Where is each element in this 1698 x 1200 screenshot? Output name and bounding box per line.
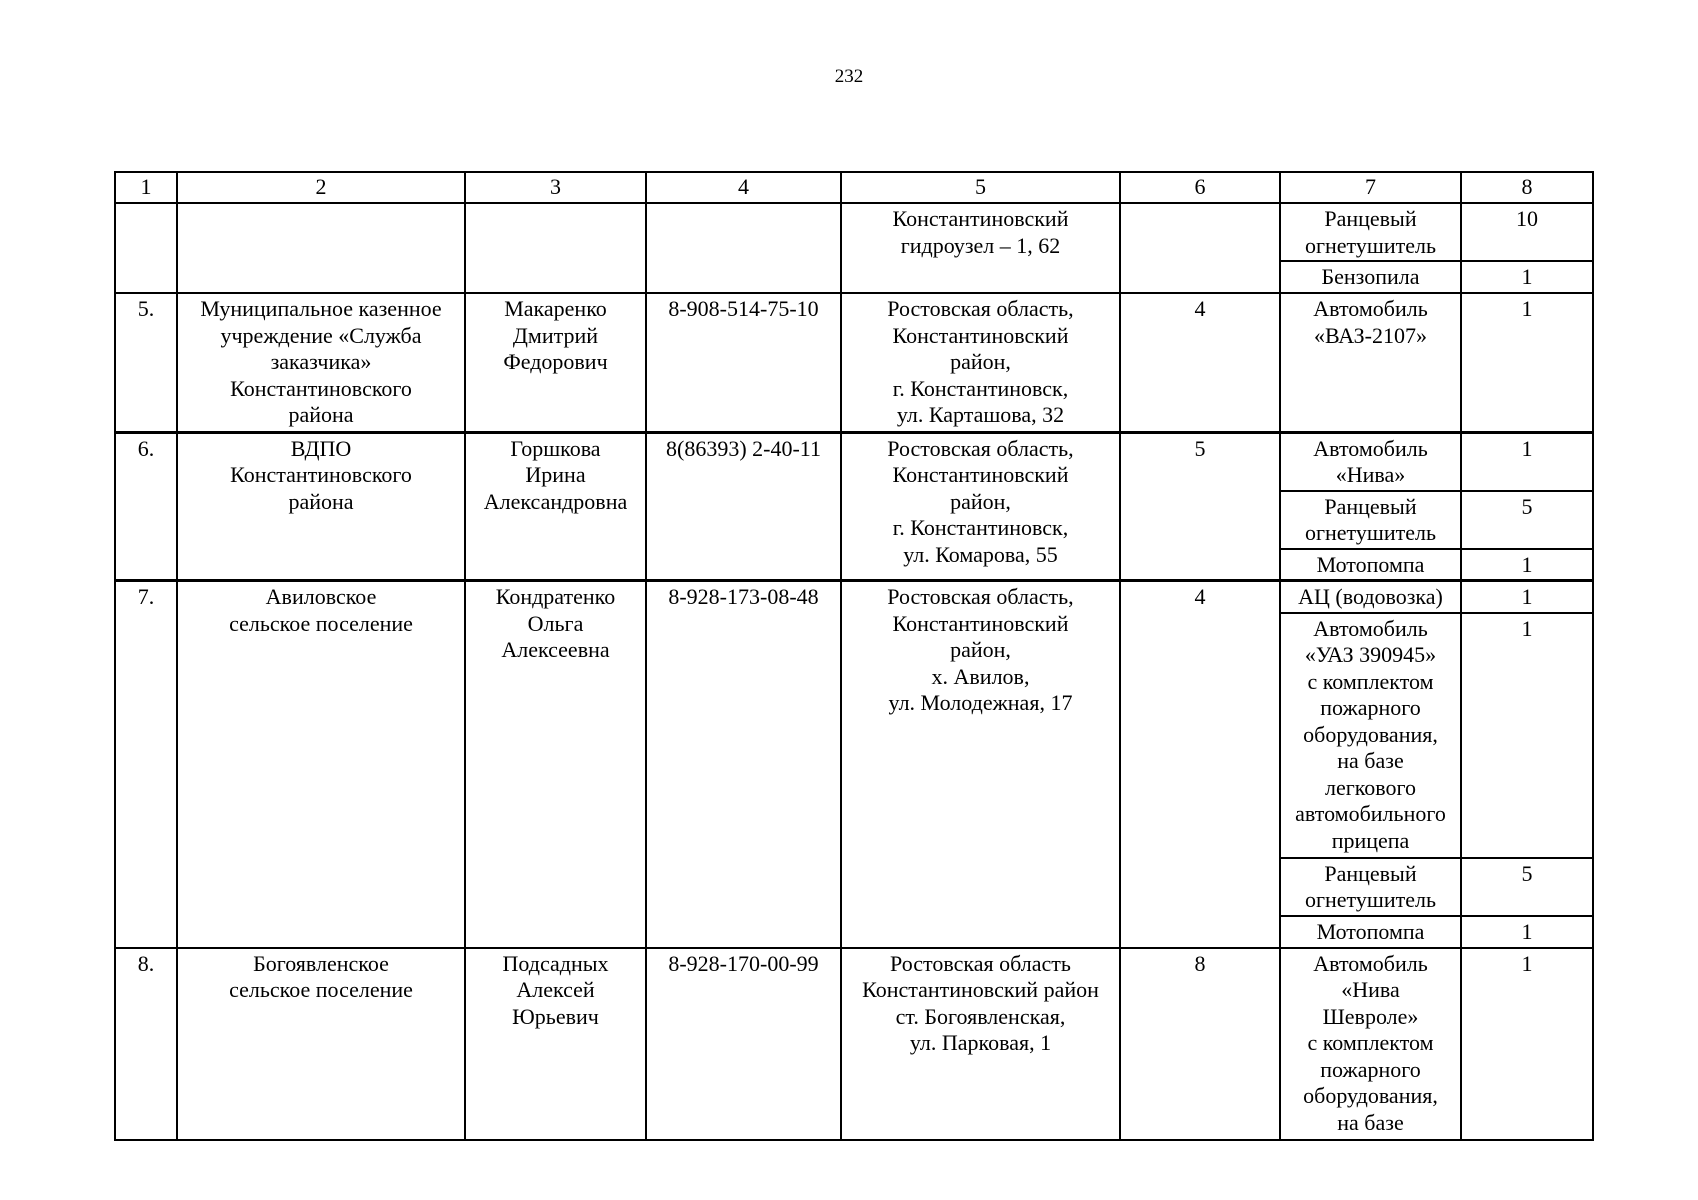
column-header: 2 xyxy=(177,172,465,203)
staff-count-cell: 4 xyxy=(1120,581,1280,948)
row-number: 7. xyxy=(115,581,177,948)
row-number xyxy=(115,203,177,293)
staff-count-cell: 5 xyxy=(1120,432,1280,581)
column-header: 3 xyxy=(465,172,646,203)
organization-cell: Авиловское сельское поселение xyxy=(177,581,465,948)
header-row xyxy=(115,172,1593,203)
column-header: 5 xyxy=(841,172,1120,203)
table-row xyxy=(115,581,1593,613)
table-row xyxy=(115,203,1593,261)
row-number: 8. xyxy=(115,948,177,1140)
equipment-name-cell: Автомобиль «Нива Шевроле» с комплектом пожарного оборудования, на базе xyxy=(1280,948,1461,1140)
contact-person-cell: Горшкова Ирина Александровна xyxy=(465,432,646,581)
equipment-qty-cell: 1 xyxy=(1461,613,1593,858)
equipment-qty-cell: 1 xyxy=(1461,549,1593,581)
equipment-name-cell: Ранцевый огнетушитель xyxy=(1280,491,1461,549)
equipment-name-cell: Автомобиль «Нива» xyxy=(1280,432,1461,491)
equipment-name-cell: Бензопила xyxy=(1280,261,1461,293)
organization-cell: Муниципальное казенное учреждение «Служба заказчика» Константиновского района xyxy=(177,293,465,432)
address-cell: Ростовская область Константиновский район ст. Богоявленская, ул. Парковая, 1 xyxy=(841,948,1120,1140)
column-header: 7 xyxy=(1280,172,1461,203)
table-row xyxy=(115,432,1593,491)
address-cell: Ростовская область, Константиновский район, г. Константиновск, ул. Карташова, 32 xyxy=(841,293,1120,432)
contact-person-cell: Подсадных Алексей Юрьевич xyxy=(465,948,646,1140)
column-header: 8 xyxy=(1461,172,1593,203)
contact-person-cell xyxy=(465,203,646,293)
equipment-name-cell: Автомобиль «УАЗ 390945» с комплектом пожарного оборудования, на базе легкового автомобильного прицепа xyxy=(1280,613,1461,858)
column-header: 6 xyxy=(1120,172,1280,203)
contact-person-cell: Кондратенко Ольга Алексеевна xyxy=(465,581,646,948)
organization-cell: ВДПО Константиновского района xyxy=(177,432,465,581)
staff-count-cell: 4 xyxy=(1120,293,1280,432)
column-header: 1 xyxy=(115,172,177,203)
address-cell: Константиновский гидроузел – 1, 62 xyxy=(841,203,1120,293)
page-number: 232 xyxy=(834,66,864,87)
equipment-qty-cell: 1 xyxy=(1461,432,1593,491)
equipment-qty-cell: 1 xyxy=(1461,293,1593,432)
phone-cell xyxy=(646,203,841,293)
equipment-qty-cell: 5 xyxy=(1461,858,1593,916)
column-header: 4 xyxy=(646,172,841,203)
table-row xyxy=(115,293,1593,432)
equipment-name-cell: АЦ (водовозка) xyxy=(1280,581,1461,613)
equipment-qty-cell: 5 xyxy=(1461,491,1593,549)
phone-cell: 8(86393) 2-40-11 xyxy=(646,432,841,581)
equipment-name-cell: Ранцевый огнетушитель xyxy=(1280,203,1461,261)
organization-cell xyxy=(177,203,465,293)
equipment-qty-cell: 1 xyxy=(1461,261,1593,293)
row-number: 6. xyxy=(115,432,177,581)
address-cell: Ростовская область, Константиновский район, х. Авилов, ул. Молодежная, 17 xyxy=(841,581,1120,948)
staff-count-cell xyxy=(1120,203,1280,293)
organization-cell: Богоявленское сельское поселение xyxy=(177,948,465,1140)
equipment-table xyxy=(114,171,1594,1141)
equipment-name-cell: Мотопомпа xyxy=(1280,549,1461,581)
equipment-name-cell: Ранцевый огнетушитель xyxy=(1280,858,1461,916)
phone-cell: 8-928-170-00-99 xyxy=(646,948,841,1140)
equipment-qty-cell: 1 xyxy=(1461,916,1593,948)
staff-count-cell: 8 xyxy=(1120,948,1280,1140)
contact-person-cell: Макаренко Дмитрий Федорович xyxy=(465,293,646,432)
phone-cell: 8-908-514-75-10 xyxy=(646,293,841,432)
equipment-qty-cell: 1 xyxy=(1461,948,1593,1140)
row-number: 5. xyxy=(115,293,177,432)
table-row xyxy=(115,948,1593,1140)
address-cell: Ростовская область, Константиновский район, г. Константиновск, ул. Комарова, 55 xyxy=(841,432,1120,581)
equipment-name-cell: Автомобиль «ВАЗ-2107» xyxy=(1280,293,1461,432)
equipment-name-cell: Мотопомпа xyxy=(1280,916,1461,948)
phone-cell: 8-928-173-08-48 xyxy=(646,581,841,948)
equipment-qty-cell: 10 xyxy=(1461,203,1593,261)
equipment-qty-cell: 1 xyxy=(1461,581,1593,613)
